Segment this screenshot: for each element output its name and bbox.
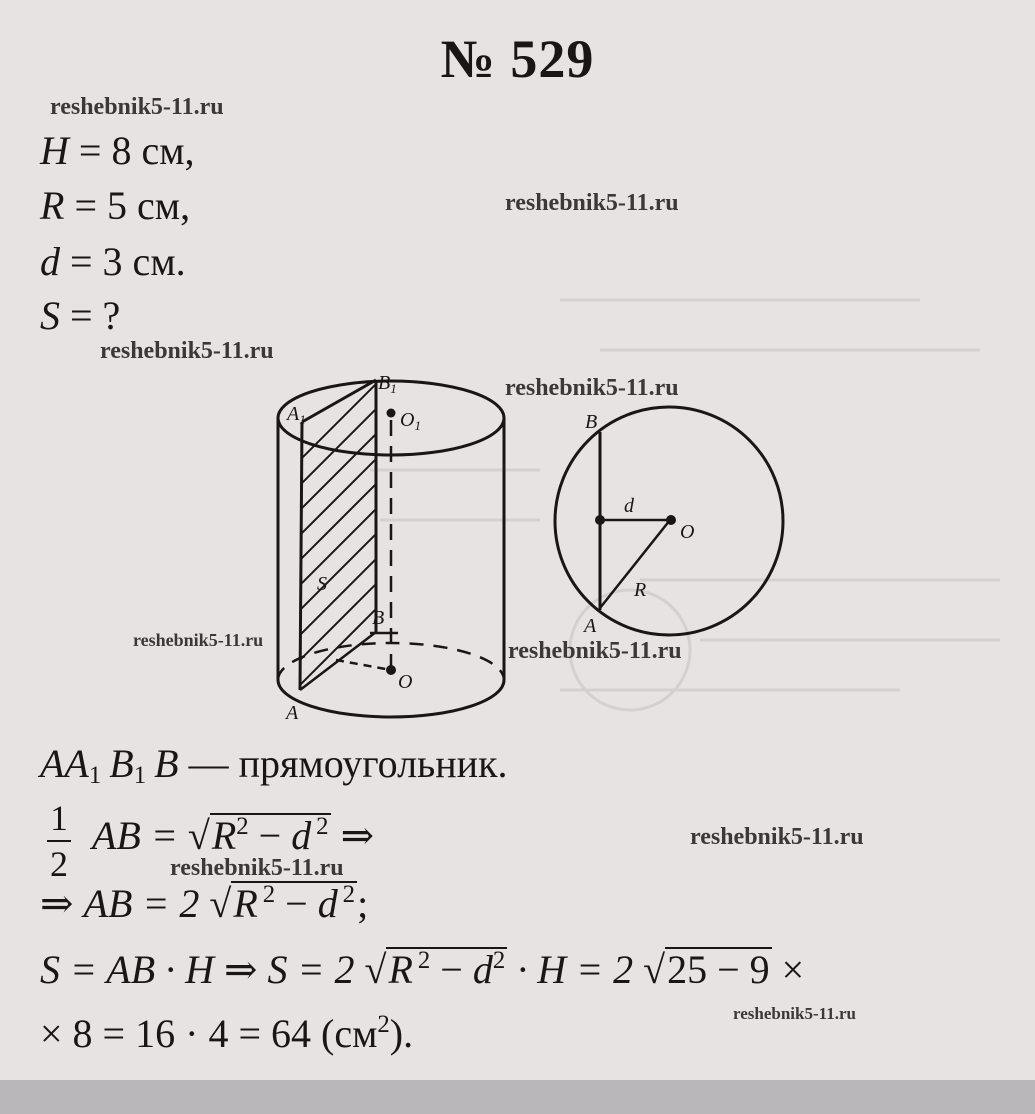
watermark: reshebnik5-11.ru — [733, 1004, 856, 1023]
cylinder-axis — [336, 420, 398, 670]
chord-midpoint — [595, 515, 605, 525]
chord-equation: ⇒ AB = 2 √R $^2$ − d $^2$; — [40, 881, 369, 926]
label-s: S — [317, 573, 327, 595]
circle-label-r: R — [634, 579, 647, 601]
watermark: reshebnik5-11.ru — [170, 855, 344, 881]
half-fraction: 1 2 — [44, 800, 74, 882]
half-chord-equation: AB = $√R^2 - d$ $^2$ ⇒ — [92, 813, 375, 858]
circle-label-a: A — [584, 615, 597, 637]
watermark: reshebnik5-11.ru — [505, 190, 679, 216]
bottom-base-front — [278, 680, 504, 717]
watermark: reshebnik5-11.ru — [100, 338, 274, 364]
label-a1: $A_1$ — [287, 403, 306, 427]
problem-number: № 529 — [440, 29, 595, 89]
watermark: reshebnik5-11.ru — [690, 824, 864, 850]
circle-label-o: O — [680, 521, 695, 543]
label-o: O — [398, 671, 413, 693]
watermark: reshebnik5-11.ru — [508, 638, 682, 664]
given-area-unknown: S = ? — [40, 293, 121, 338]
label-b: B — [372, 607, 385, 629]
watermark: reshebnik5-11.ru — [50, 94, 224, 120]
rectangle-statement: $AA_1$ $B_1$ B — прямоугольник. — [40, 741, 508, 790]
circle-center — [666, 515, 676, 525]
given-height: H = 8 см, — [40, 128, 195, 173]
watermark: reshebnik5-11.ru — [505, 375, 679, 401]
circle-label-d: d — [624, 495, 634, 517]
label-o1: $O_1$ — [400, 409, 421, 433]
area-result: × 8 = 16 · 4 = 64 $(см^2)$. — [40, 1011, 414, 1056]
label-b1: $B_1$ — [378, 372, 397, 396]
given-distance: d = 3 см. — [40, 239, 186, 284]
label-a: A — [286, 702, 299, 724]
area-equation: S = AB · H ⇒ S = 2 √R $^2 - d^2 \cdot H = 2$ √25 − 9 × — [40, 947, 805, 992]
watermark: reshebnik5-11.ru — [133, 630, 264, 650]
center-o1 — [387, 409, 396, 418]
center-o — [386, 665, 396, 675]
circle-label-b: B — [585, 411, 598, 433]
given-radius: R = 5 см, — [40, 183, 191, 228]
